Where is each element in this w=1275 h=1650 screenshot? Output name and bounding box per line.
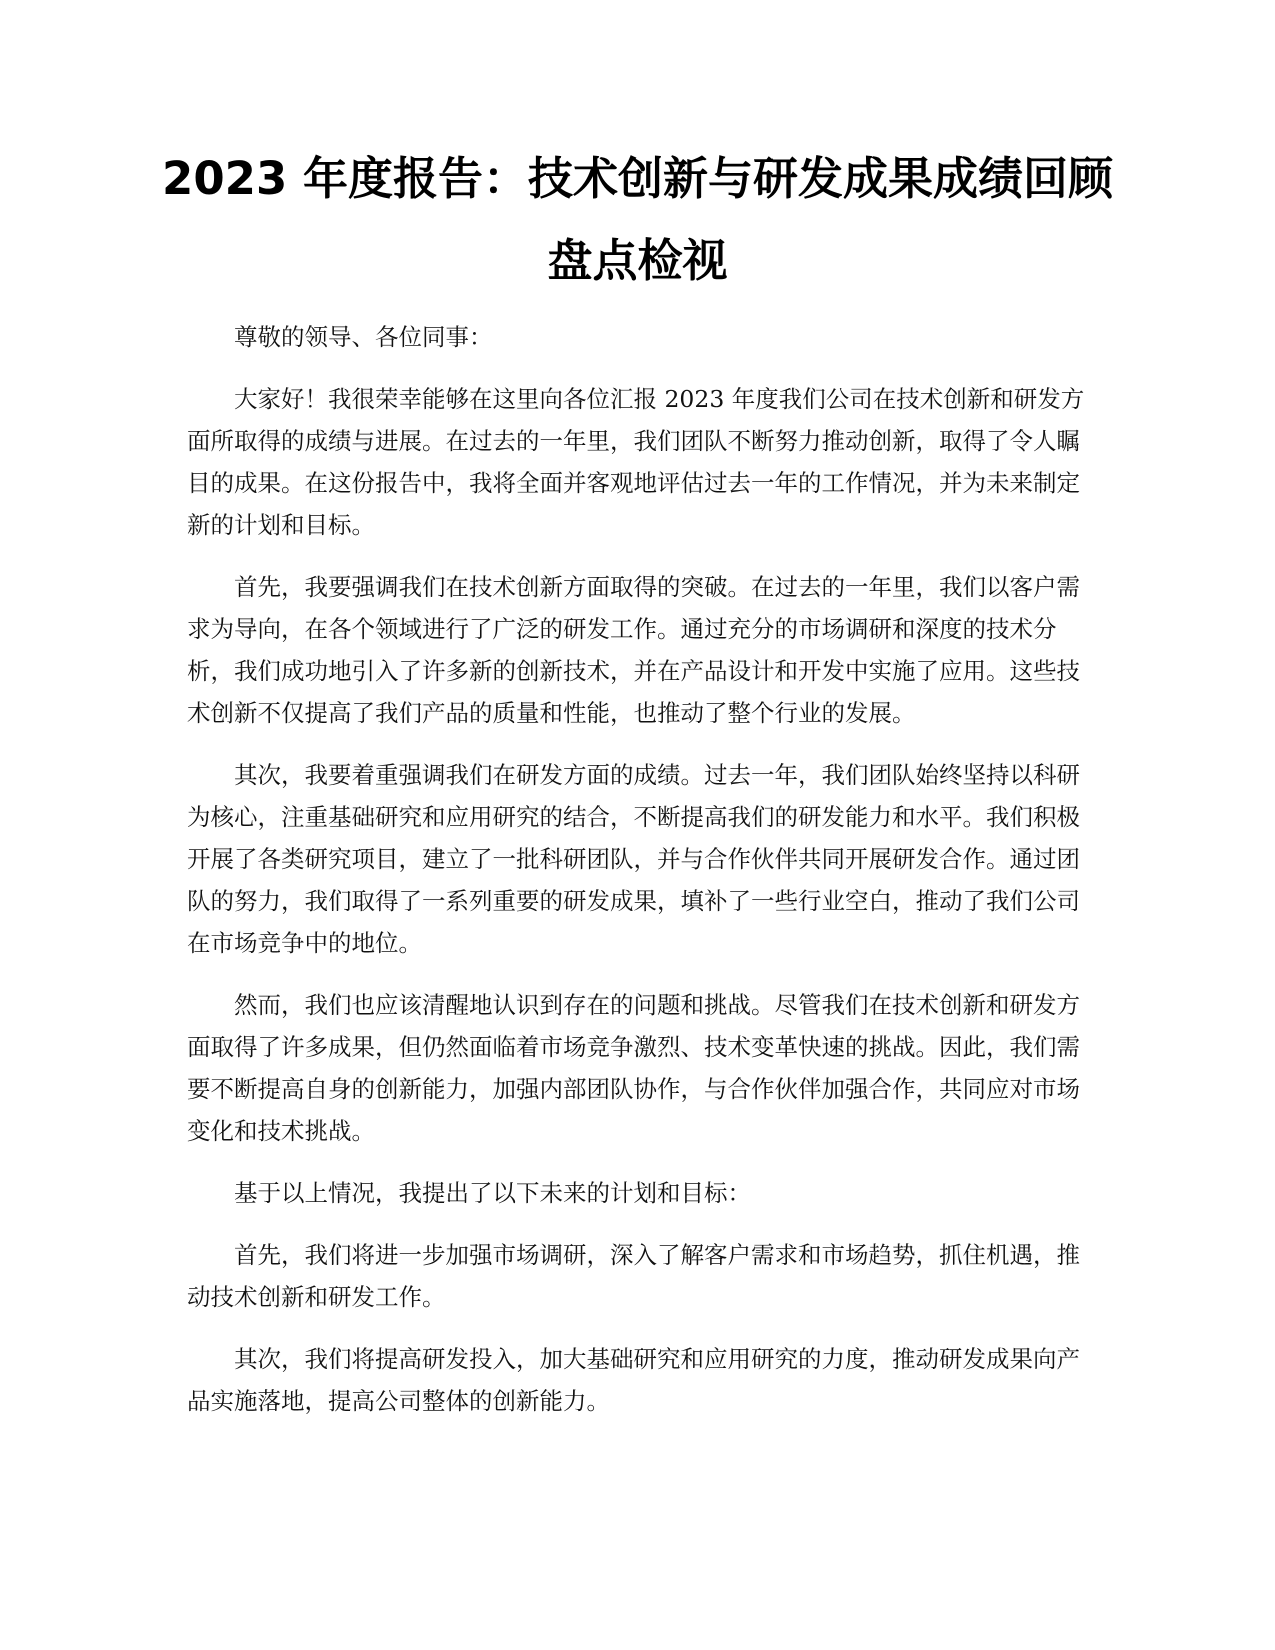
body-paragraph: 其次，我们将提高研发投入，加大基础研究和应用研究的力度，推动研发成果向产品实施落地，提高公司整体的创新能力。 xyxy=(187,1345,1080,1415)
body-paragraph: 大家好！我很荣幸能够在这里向各位汇报 2023 年度我们公司在技术创新和研发方面所取得的成绩与进展。在过去的一年里，我们团队不断努力推动创新，取得了令人瞩目的成果。在这份报告中，我将全面并客观地评估过去一年的工作情况，并为未来制定新的计划和目标。 xyxy=(187,385,1085,539)
body-paragraph: 然而，我们也应该清醒地认识到存在的问题和挑战。尽管我们在技术创新和研发方面取得了许多成果，但仍然面临着市场竞争激烈、技术变革快速的挑战。因此，我们需要不断提高自身的创新能力，加强内部团队协作，与合作伙伴加强合作，共同应对市场变化和技术挑战。 xyxy=(187,991,1080,1145)
document-body xyxy=(187,316,1087,1442)
document-title: 2023 年度报告：技术创新与研发成果成绩回顾盘点检视 xyxy=(162,152,1113,287)
salutation-paragraph: 尊敬的领导、各位同事： xyxy=(234,323,493,351)
body-paragraph: 首先，我们将进一步加强市场调研，深入了解客户需求和市场趋势，抓住机遇，推动技术创新和研发工作。 xyxy=(187,1241,1080,1311)
body-paragraph: 其次，我要着重强调我们在研发方面的成绩。过去一年，我们团队始终坚持以科研为核心，注重基础研究和应用研究的结合，不断提高我们的研发能力和水平。我们积极开展了各类研究项目，建立了一批科研团队，并与合作伙伴共同开展研发合作。通过团队的努力，我们取得了一系列重要的研发成果，填补了一些行业空白，推动了我们公司在市场竞争中的地位。 xyxy=(187,761,1080,957)
body-paragraph: 基于以上情况，我提出了以下未来的计划和目标： xyxy=(234,1179,751,1207)
body-paragraph: 首先，我要强调我们在技术创新方面取得的突破。在过去的一年里，我们以客户需求为导向，在各个领域进行了广泛的研发工作。通过充分的市场调研和深度的技术分析，我们成功地引入了许多新的创新技术，并在产品设计和开发中实施了应用。这些技术创新不仅提高了我们产品的质量和性能，也推动了整个行业的发展。 xyxy=(187,573,1080,727)
